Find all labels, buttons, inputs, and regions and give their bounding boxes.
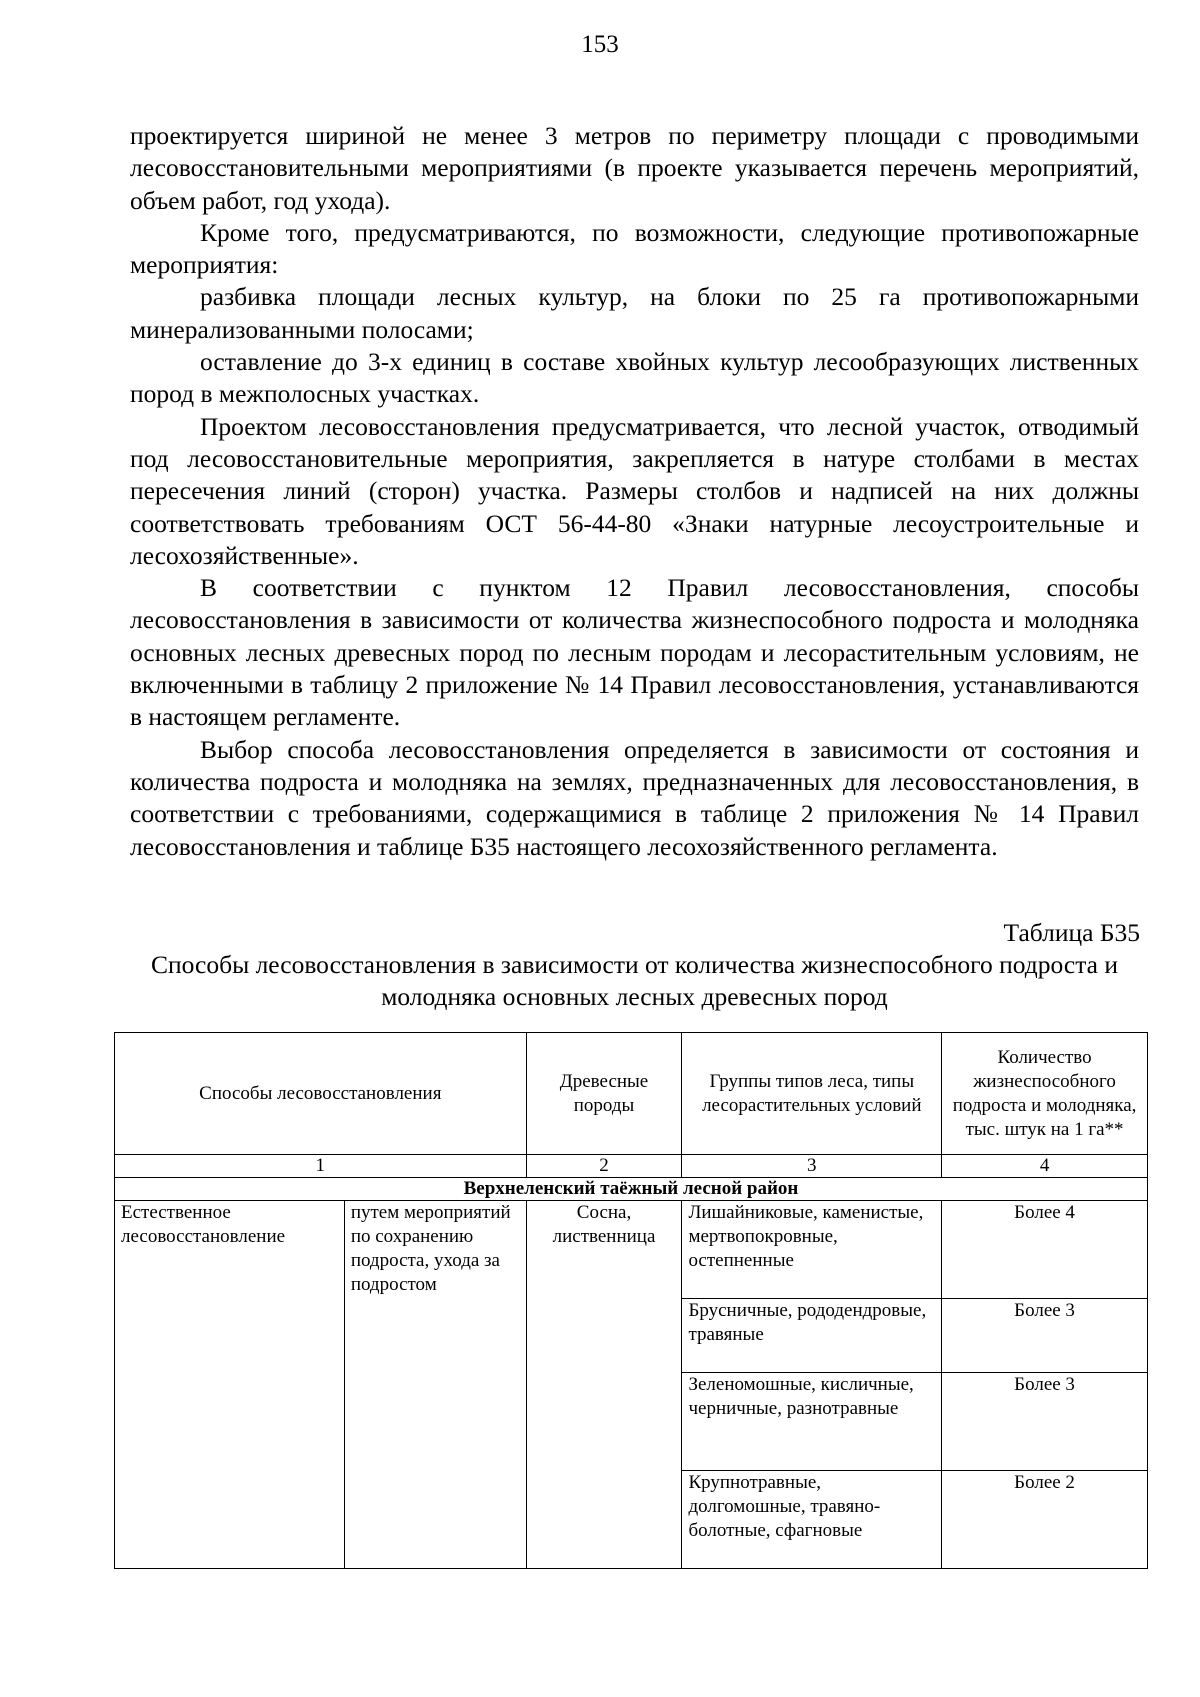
- header-quantity: Количество жизнеспособного подроста и молодняка, тыс. штук на 1 га**: [942, 1033, 1148, 1155]
- table-title: Способы лесовосстановления в зависимости от количества жизнеспособного подроста и молодняка основных лесных древесных пород: [150, 950, 1118, 1011]
- paragraph: В соответствии с пунктом 12 Правил лесовосстановления, способы лесовосстановления в зависимости от количества жизнеспособного подроста и молодняка основных лесных древесных пород по лесным породам и лесорастительным условиям, не включенными в таблицу 2 приложение № 14 Правил лесовосстановления, устанавливаются в настоящем регламенте.: [130, 573, 1139, 732]
- paragraph: проектируется шириной не менее 3 метров по периметру площади с проводимыми лесовосстановительными мероприятиями (в проекте указывается перечень мероприятий, объем работ, год ухода).: [130, 121, 1139, 215]
- column-number-row: [115, 1155, 1148, 1178]
- column-number: 4: [942, 1155, 1148, 1178]
- body-text: [130, 120, 1139, 863]
- page-number: 153: [581, 31, 619, 58]
- quantity-cell: Более 3: [942, 1299, 1148, 1373]
- method-cell: Естественное лесовосстановление: [115, 1201, 345, 1569]
- header-methods: Способы лесовосстановления: [115, 1033, 527, 1155]
- header-row: [115, 1033, 1148, 1155]
- paragraph: Кроме того, предусматриваются, по возможности, следующие противопожарные мероприятия:: [130, 217, 1139, 280]
- paragraph: Проектом лесовосстановления предусматривается, что лесной участок, отводимый под лесовосстановительные мероприятия, закрепляется в натуре столбами в местах пересечения линий (сторон) участка. Размеры столбов и надписей на них должны соответствовать требованиям ОСТ 56-44-80 «Знаки натурные лесоустроительные и лесохозяйственные».: [130, 411, 1139, 570]
- header-species: Древесные породы: [526, 1033, 682, 1155]
- column-number: 1: [115, 1155, 527, 1178]
- forest-type-cell: Брусничные, рододендровые, травяные: [682, 1299, 942, 1373]
- paragraph: Выбор способа лесовосстановления определяется в зависимости от состояния и количества подроста и молодняка на землях, предназначенных для лесовосстановления, в соответствии с требованиями, содержащимися в таблице 2 приложения № 14 Правил лесовосстановления и таблице Б35 настоящего лесохозяйственного регламента.: [130, 734, 1139, 861]
- paragraph: разбивка площади лесных культур, на блоки по 25 га противопожарными минерализованными полосами;: [130, 282, 1139, 344]
- table-label: Таблица Б35: [1003, 918, 1140, 947]
- species-cell: Сосна, лиственница: [526, 1201, 682, 1569]
- quantity-cell: Более 3: [942, 1373, 1148, 1471]
- column-number: 2: [526, 1155, 682, 1178]
- quantity-cell: Более 4: [942, 1201, 1148, 1299]
- quantity-cell: Более 2: [942, 1471, 1148, 1569]
- table-row: [115, 1201, 1148, 1299]
- region-row: [115, 1178, 1148, 1201]
- region-name: Верхнеленский таёжный лесной район: [115, 1178, 1148, 1201]
- submethod-cell: путем мероприятий по сохранению подроста, ухода за подростом: [344, 1201, 526, 1569]
- forest-type-cell: Крупнотравные, долгомошные, травяно-болотные, сфагновые: [682, 1471, 942, 1569]
- forest-type-cell: Зеленомошные, кисличные, черничные, разнотравные: [682, 1373, 942, 1471]
- header-forest-types: Группы типов леса, типы лесорастительных условий: [682, 1033, 942, 1155]
- column-number: 3: [682, 1155, 942, 1178]
- forest-type-cell: Лишайниковые, каменистые, мертвопокровные, остепненные: [682, 1201, 942, 1299]
- regeneration-table: [114, 1032, 1148, 1569]
- paragraph: оставление до 3-х единиц в составе хвойных культур лесообразующих лиственных пород в межполосных участках.: [130, 347, 1139, 409]
